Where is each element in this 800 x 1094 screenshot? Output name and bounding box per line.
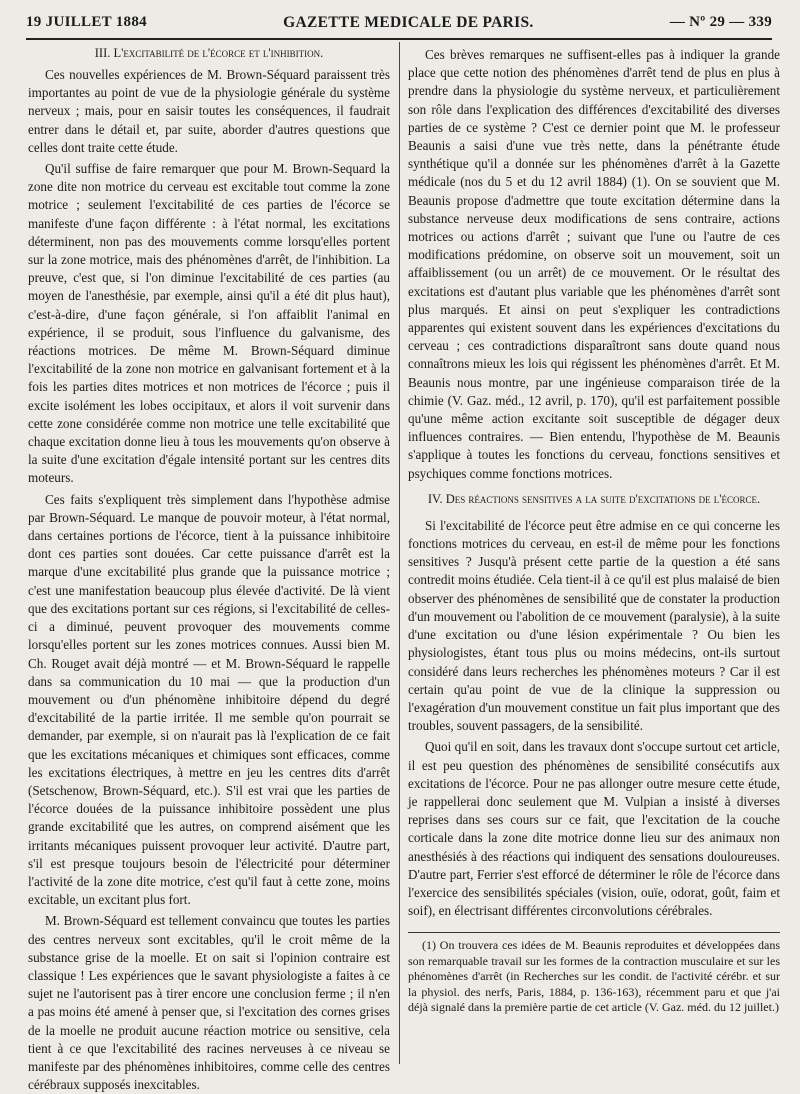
page-header (26, 14, 772, 40)
journal-title: GAZETTE MEDICALE DE PARIS. (283, 14, 534, 31)
section-title-iii: III. L'excitabilité de l'écorce et l'inhibition. (94, 46, 324, 60)
right-column (408, 46, 780, 1015)
paragraph: Quoi qu'il en soit, dans les travaux dont s'occupe surtout cet article, il est peu question des phénomènes de sensibilité consécutifs aux excitations de l'écorce. Pour ne pas allonger outre mesure cette étude, je rappellerai donc seulement que M. Vulpian a insisté à diverses reprises dans ses cours sur ce fait, que l'excitation de la couche corticale dans la zone dite motrice donne lieu sur des animaux non anesthésiés à des réactions qui indiquent des sensations douloureuses. D'autre part, Ferrier s'est efforcé de déterminer le rôle de l'écorce dans l'exercice des sensibilités spéciales (vision, ouïe, odorat, goût, faim et soif), en électrisant différentes circonvolutions cérébrales. (408, 739, 780, 919)
paragraph: Si l'excitabilité de l'écorce peut être admise en ce qui concerne les fonctions motrices du cerveau, en est-il de même pour les fonctions sensitives ? Jusqu'à présent cette partie de la question a été sans contredit moins étudiée. Cela tient-il à ce qu'il est plus malaisé de bien observer des phénomènes de sensibilité que de constater la production d'un mouvement ou l'abolition de ce mouvement (paralysie), à la suite d'une excitation ou d'une lésion expérimentale ? Ou bien les physiologistes, étant tous plus ou moins médecins, ont-ils surtout considéré dans leurs recherches les phénomènes moteurs ? Car il est certain qu'au point de vue de la clinique la suppression ou l'exagération d'un mouvement constitue un fait plus important que des troubles, souvent passagers, de la sensibilité. (408, 517, 780, 734)
section-title-iv: IV. Des réactions sensitives a la suite d'excitations de l'écorce. (427, 491, 761, 506)
page-number: — Nº 29 — 339 (669, 14, 772, 30)
paragraph: Ces nouvelles expériences de M. Brown-Séquard paraissent très importantes au point de vue de la physiologie générale du système nerveux ; mais, pour en saisir toutes les conséquences, il faudrait entrer dans le détail et, par suite, aborder d'autres questions que celles dont traite cette étude. (28, 67, 390, 155)
footnote (408, 932, 780, 1015)
paragraph: Qu'il suffise de faire remarquer que pour M. Brown-Sequard la zone dite non motrice du cerveau est excitable tout comme la zone motrice ; seulement l'excitabilité de ces parties de l'écorce se manifeste d'une façon différente : à l'état normal, les excitations déterminent, non pas des mouvements comme lorsqu'elles portent sur la zone motrice, mais des phénomènes d'arrêt, de l'inhibition. La preuve, c'est que, si l'on diminue l'excitabilité de ces parties (au moyen de l'anesthésie, par exemple, ainsi qu'il a été dit plus haut), c'est-à-dire, d'une façon générale, si l'on affaiblit l'animal en expérience, il se produit, sous l'influence du galvanisme, des réactions motrices. De même M. Brown-Séquard diminue l'excitabilité de la zone non motrice en galvanisant fortement et à la fois les parties dites motrices et non motrices de l'écorce ; puis il excite isolément les lobes occipitaux, et alors il voit survenir dans cette zone considérée comme non motrice une telle excitabilité que chaque excitation donne lieu à tous les mouvements qu'on observe à la suite d'une excitation d'égale intensité portant sur les centres dits moteurs. (28, 161, 390, 486)
paragraph: Ces brèves remarques ne suffisent-elles pas à indiquer la grande place que cette notion des phénomènes d'arrêt tend de plus en plus à prendre dans la physiologie du système nerveux, et particulièrement son rôle dans l'explication des différences d'excitabilité des diverses parties de ce système ? C'est ce dernier point que M. le professeur Beaunis a saisi d'une vue très nette, dans la pénétrante étude synthétique qu'il a donnée sur les phénomènes d'arrêt à la Gazette médicale (nos du 5 et du 12 avril 1884) (1). On se souvient que M. Beaunis propose d'admettre que toute excitation détermine dans la substance nerveuse deux modifications de sens contraire, actions motrices ou actions d'arrêt ; suivant que l'une ou l'autre de ces modifications prédomine, on observe soit un mouvement, soit un affaiblissement (ou un arrêt) de ce mouvement. Or le résultat des excitations est d'autant plus variable que les phénomènes d'arrêt sont plus marqués. Et ainsi on peut s'expliquer les contradictions apparentes qui existent souvent dans les expériences d'excitations du cerveau ; ces contradictions disparaîtront sans doute quand nous connaîtrons mieux les lois qui régissent les phénomènes d'arrêt. Et M. Beaunis nous montre, par une ingénieuse comparaison tirée de la chimie (V. Gaz. méd., 12 avril, p. 170), qu'il est parfaitement possible qu'une même action excitante soit susceptible de dégager deux influences contraires. — Bien entendu, l'hypothèse de M. Beaunis s'applique à toutes les fonctions du cerveau, fonctions sensitives et psychiques comme fonctions motrices. (408, 47, 780, 481)
paragraph: M. Brown-Séquard est tellement convaincu que toutes les parties des centres nerveux sont excitables, qu'il le croit même de la substance grise de la moelle. Et on sait si l'opinion contraire est classique ! Les expériences que le savant physiologiste a faites à ce sujet ne l'autorisent pas à tirer encore une conclusion ferme ; il n'en a pas moins été amené à penser que, si l'excitation des cornes grises de la moelle ne produit aucune réaction motrice ou sensitive, cela tient à ce que l'excitabilité des racines nerveuses à ce niveau se manifeste par des phénomènes inhibitoires, comme celle des centres cérébraux supposés inexcitables. (28, 913, 390, 1093)
paragraph: Ces faits s'expliquent très simplement dans l'hypothèse admise par Brown-Séquard. Le manque de pouvoir moteur, à l'état normal, dans certaines portions de l'écorce, tient à la puissance inhibitoire dont ces parties sont douées. Car cette puissance d'arrêt est la marque d'une excitabilité plus grande que la puissance motrice ; c'est une manifestation beaucoup plus élevée d'activité. De là vient que des excitations portant sur ces régions, si l'excitabilité de celles-ci a diminué, peuvent provoquer des mouvements comme lorsqu'elles portent sur les zones motrices connues. Aussi bien M. Ch. Rouget avait déjà montré — et M. Brown-Séquard le rappelle dans sa communication du 10 mai — que la production d'un mouvement ou d'un phénomène inhibitoire dépend du degré d'excitabilité de la partie irritée. Il me semble qu'on pourrait se demander, par exemple, si on n'aurait pas là l'explication de ce fait que les excitations mécaniques et chimiques sont efficaces, comme les excitations électriques, à mettre en jeu les centres dits d'arrêt (Setschenow, Brown-Séquard, etc.). S'il est vrai que les parties de l'écorce douées de la puissance inhibitoire possèdent une plus grande excitabilité que les autres, on comprend aisément que les irritants mécaniques puissent provoquer leur activité. D'autre part, s'il est presque toujours besoin de l'électricité pour déterminer l'activité de la zone dite motrice, c'est qu'il faut à cette zone, moins excitable, un excitant plus fort. (28, 491, 390, 908)
left-column (28, 46, 390, 1094)
footnote-text: (1) On trouvera ces idées de M. Beaunis reproduites et développées dans son remarquable travail sur les formes de la contraction musculaire et sur les phénomènes d'arrêt (in Recherches sur les condit. de l'activité cérébr. et sur la physiol. des nerfs, Paris, 1884, p. 136-163), récemment paru et que j'ai déjà signalé dans la première partie de cet article (V. Gaz. méd. du 12 juillet.) (408, 938, 780, 1014)
issue-date: 19 JUILLET 1884 (26, 14, 147, 30)
column-divider (399, 42, 400, 1064)
